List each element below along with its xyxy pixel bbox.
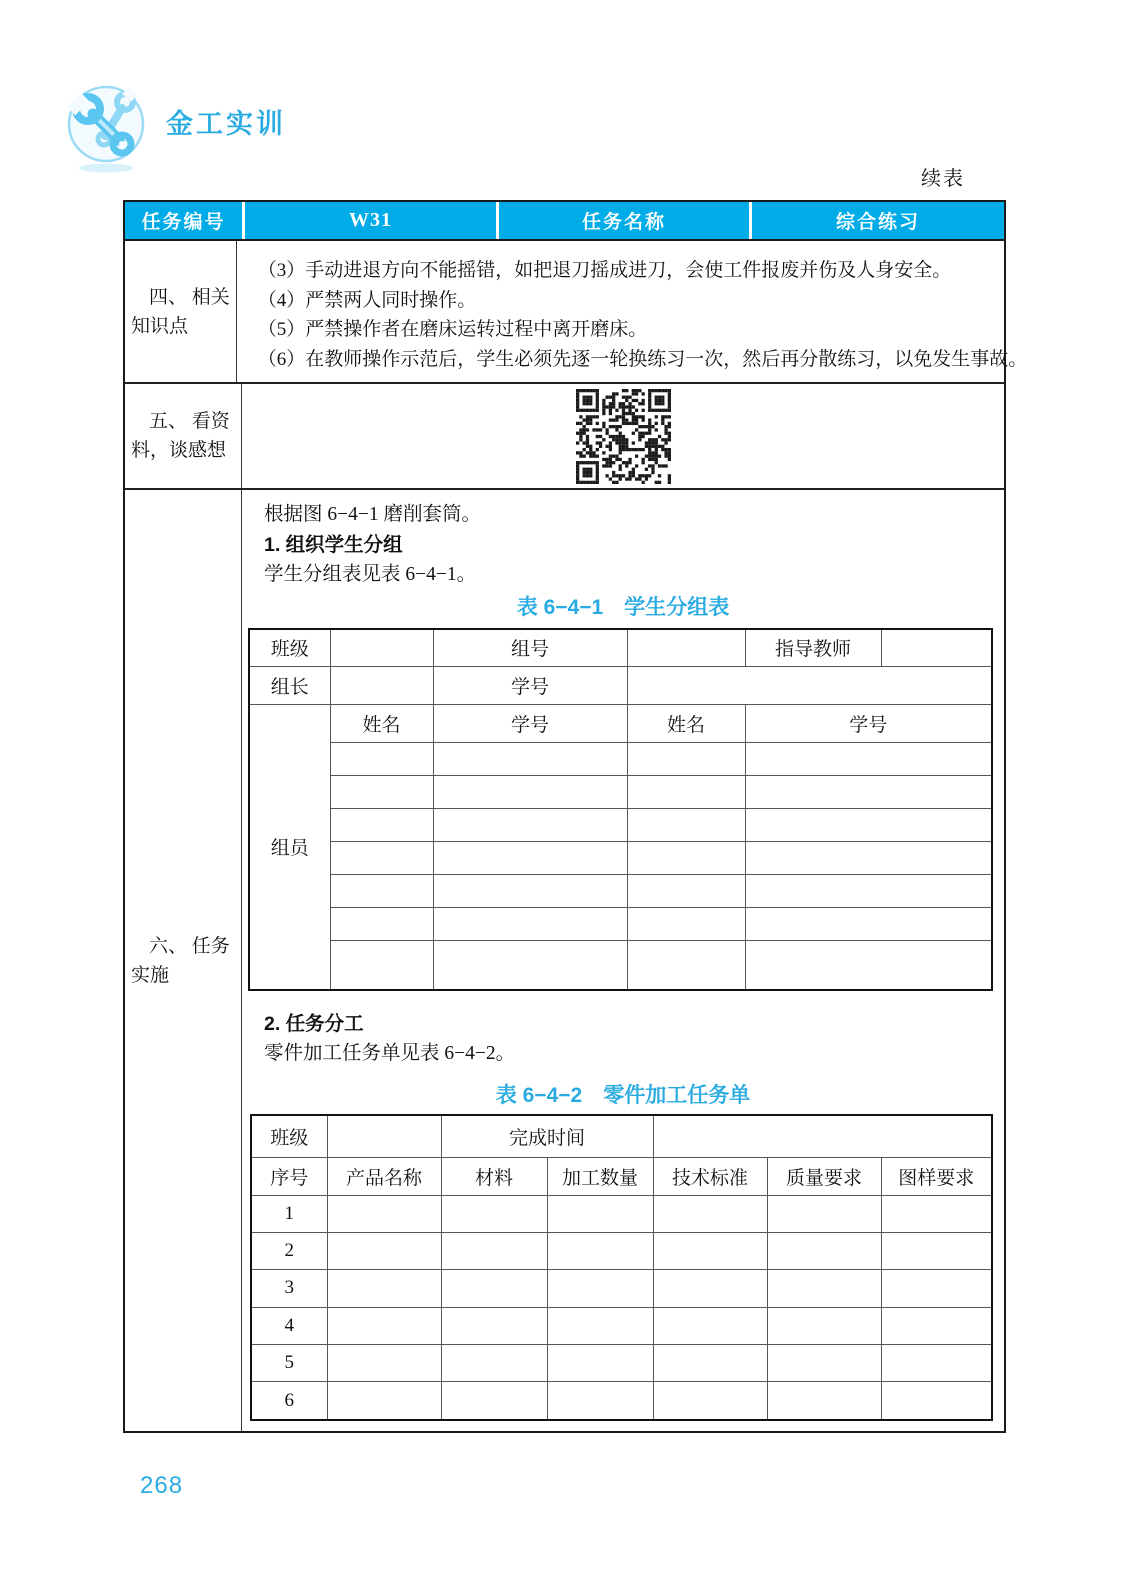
col-header-cell: 技术标准 <box>653 1157 767 1195</box>
group-table-row-leader <box>249 666 992 704</box>
leader-id-input-cell <box>627 666 992 704</box>
brand-header <box>60 82 286 174</box>
member-input-cell <box>627 874 745 907</box>
member-name-header-cell: 姓名 <box>330 704 433 742</box>
row-label-line: 实施 <box>131 964 170 986</box>
task-input-cell <box>767 1195 881 1232</box>
header-task-number-value: W31 <box>242 202 496 239</box>
class-label-cell: 班级 <box>251 1115 327 1157</box>
task-row <box>251 1195 992 1232</box>
task-input-cell <box>327 1232 441 1269</box>
task-input-cell <box>441 1195 547 1232</box>
section1-heading: 1. 组织学生分组 <box>264 534 403 556</box>
task-input-cell <box>767 1344 881 1381</box>
finish-time-label-cell: 完成时间 <box>441 1115 653 1157</box>
task-input-cell <box>767 1382 881 1420</box>
task-input-cell <box>547 1307 653 1344</box>
knowledge-item: （5）严禁操作者在磨床运转过程中离开磨床。 <box>257 319 648 340</box>
wrench-logo-icon <box>60 82 152 174</box>
section2-heading: 2. 任务分工 <box>264 1013 364 1035</box>
class-input-cell <box>330 629 433 666</box>
task-table-title: 表 6−4−2 零件加工任务单 <box>495 1084 751 1107</box>
task-input-cell <box>547 1232 653 1269</box>
row-label-knowledge <box>125 241 237 382</box>
member-input-cell <box>433 775 627 808</box>
member-input-cell <box>330 841 433 874</box>
task-sheet <box>123 200 1028 1433</box>
row-knowledge-points <box>125 241 1028 384</box>
member-input-cell <box>433 742 627 775</box>
qr-code-icon <box>576 389 671 484</box>
member-input-cell <box>330 874 433 907</box>
task-input-cell <box>653 1344 767 1381</box>
member-blank-row <box>249 907 992 940</box>
task-input-cell <box>547 1382 653 1420</box>
task-input-cell <box>547 1344 653 1381</box>
task-input-cell <box>547 1270 653 1307</box>
task-input-cell <box>881 1344 992 1381</box>
student-group-table <box>248 628 993 991</box>
machining-task-table <box>250 1114 993 1421</box>
knowledge-item: （3）手动进退方向不能摇错，如把退刀摇成进刀，会使工件报废并伤及人身安全。 <box>257 260 952 281</box>
member-input-cell <box>627 808 745 841</box>
page-number: 268 <box>140 1472 184 1499</box>
task-input-cell <box>441 1344 547 1381</box>
task-input-cell <box>653 1382 767 1420</box>
row-label-line: 六、 任务 <box>149 935 230 957</box>
row-label-implementation <box>125 490 242 1431</box>
member-input-cell <box>627 907 745 940</box>
leader-input-cell <box>330 666 433 704</box>
section1-note: 学生分组表见表 6−4−1。 <box>264 564 477 585</box>
materials-content <box>242 384 1004 488</box>
task-table-header-row <box>251 1157 992 1195</box>
member-blank-row <box>249 841 992 874</box>
header-task-name-label: 任务名称 <box>496 202 749 239</box>
row-label-line: 五、 看资 <box>149 411 230 432</box>
member-input-cell <box>433 841 627 874</box>
member-blank-row <box>249 808 992 841</box>
knowledge-item: （6）在教师操作示范后，学生必须先逐一轮换练习一次，然后再分散练习，以免发生事故。 <box>257 348 1028 370</box>
col-header-cell: 序号 <box>251 1157 327 1195</box>
task-row-number-cell: 4 <box>251 1307 327 1344</box>
member-input-cell <box>745 940 992 990</box>
task-input-cell <box>767 1270 881 1307</box>
task-input-cell <box>653 1232 767 1269</box>
member-input-cell <box>330 742 433 775</box>
task-input-cell <box>547 1195 653 1232</box>
task-input-cell <box>881 1232 992 1269</box>
member-blank-row <box>249 874 992 907</box>
task-input-cell <box>441 1307 547 1344</box>
member-input-cell <box>330 775 433 808</box>
col-header-cell: 产品名称 <box>327 1157 441 1195</box>
finish-time-input-cell <box>653 1115 992 1157</box>
instructor-label-cell: 指导教师 <box>745 629 881 666</box>
header-task-name-value: 综合练习 <box>749 202 1004 239</box>
section2-note: 零件加工任务单见表 6−4−2。 <box>264 1043 516 1064</box>
task-row-number-cell: 6 <box>251 1382 327 1420</box>
member-input-cell <box>745 841 992 874</box>
col-header-cell: 图样要求 <box>881 1157 992 1195</box>
member-name-header-cell: 姓名 <box>627 704 745 742</box>
task-input-cell <box>881 1307 992 1344</box>
member-input-cell <box>627 940 745 990</box>
row-label-line: 四、 相关 <box>149 286 230 308</box>
member-input-cell <box>433 874 627 907</box>
member-input-cell <box>330 808 433 841</box>
member-id-header-cell: 学号 <box>745 704 992 742</box>
task-input-cell <box>327 1270 441 1307</box>
member-input-cell <box>745 742 992 775</box>
row-view-materials <box>125 384 1004 490</box>
task-sheet-header <box>125 202 1004 241</box>
group-no-input-cell <box>627 629 745 666</box>
knowledge-content <box>237 241 1028 382</box>
header-task-number-label: 任务编号 <box>125 202 242 239</box>
group-table-title: 表 6−4−1 学生分组表 <box>516 596 730 619</box>
class-input-cell <box>327 1115 441 1157</box>
task-row <box>251 1382 992 1420</box>
task-row-number-cell: 2 <box>251 1232 327 1269</box>
knowledge-item: （4）严禁两人同时操作。 <box>257 289 477 311</box>
task-row <box>251 1344 992 1381</box>
task-row <box>251 1270 992 1307</box>
task-input-cell <box>441 1382 547 1420</box>
member-input-cell <box>627 775 745 808</box>
col-header-cell: 材料 <box>441 1157 547 1195</box>
group-no-label-cell: 组号 <box>433 629 627 666</box>
member-input-cell <box>627 742 745 775</box>
task-input-cell <box>881 1382 992 1420</box>
task-input-cell <box>653 1195 767 1232</box>
member-blank-row <box>249 940 992 990</box>
member-input-cell <box>433 907 627 940</box>
task-row-number-cell: 5 <box>251 1344 327 1381</box>
task-input-cell <box>327 1382 441 1420</box>
brand-title: 金工实训 <box>166 108 286 139</box>
implementation-intro: 根据图 6−4−1 磨削套筒。 <box>264 504 481 525</box>
leader-label-cell: 组长 <box>249 666 330 704</box>
task-input-cell <box>767 1307 881 1344</box>
task-input-cell <box>653 1270 767 1307</box>
task-input-cell <box>441 1232 547 1269</box>
task-table-row-class <box>251 1115 992 1157</box>
row-label-line: 知识点 <box>131 315 189 337</box>
class-label-cell: 班级 <box>249 629 330 666</box>
row-label-materials <box>125 384 242 488</box>
row-label-line: 料，谈感想 <box>131 440 227 461</box>
member-input-cell <box>745 907 992 940</box>
task-row-number-cell: 1 <box>251 1195 327 1232</box>
continued-label: 续表 <box>921 168 965 190</box>
member-input-cell <box>330 907 433 940</box>
member-input-cell <box>745 874 992 907</box>
task-input-cell <box>653 1307 767 1344</box>
task-row-number-cell: 3 <box>251 1270 327 1307</box>
instructor-input-cell <box>881 629 992 666</box>
task-input-cell <box>327 1307 441 1344</box>
task-input-cell <box>441 1270 547 1307</box>
task-input-cell <box>881 1270 992 1307</box>
task-input-cell <box>881 1195 992 1232</box>
task-input-cell <box>327 1195 441 1232</box>
member-input-cell <box>433 808 627 841</box>
member-input-cell <box>330 940 433 990</box>
col-header-cell: 质量要求 <box>767 1157 881 1195</box>
task-input-cell <box>767 1232 881 1269</box>
member-blank-row <box>249 775 992 808</box>
leader-id-label-cell: 学号 <box>433 666 627 704</box>
task-row <box>251 1232 992 1269</box>
group-table-row-class <box>249 629 992 666</box>
task-row <box>251 1307 992 1344</box>
members-label-cell: 组员 <box>249 704 330 990</box>
task-input-cell <box>327 1344 441 1381</box>
member-blank-row <box>249 742 992 775</box>
col-header-cell: 加工数量 <box>547 1157 653 1195</box>
member-input-cell <box>627 841 745 874</box>
member-input-cell <box>433 940 627 990</box>
member-input-cell <box>745 775 992 808</box>
implementation-content <box>242 490 1004 1431</box>
member-id-header-cell: 学号 <box>433 704 627 742</box>
row-task-implementation <box>125 490 1004 1431</box>
group-table-member-header <box>249 704 992 742</box>
member-input-cell <box>745 808 992 841</box>
